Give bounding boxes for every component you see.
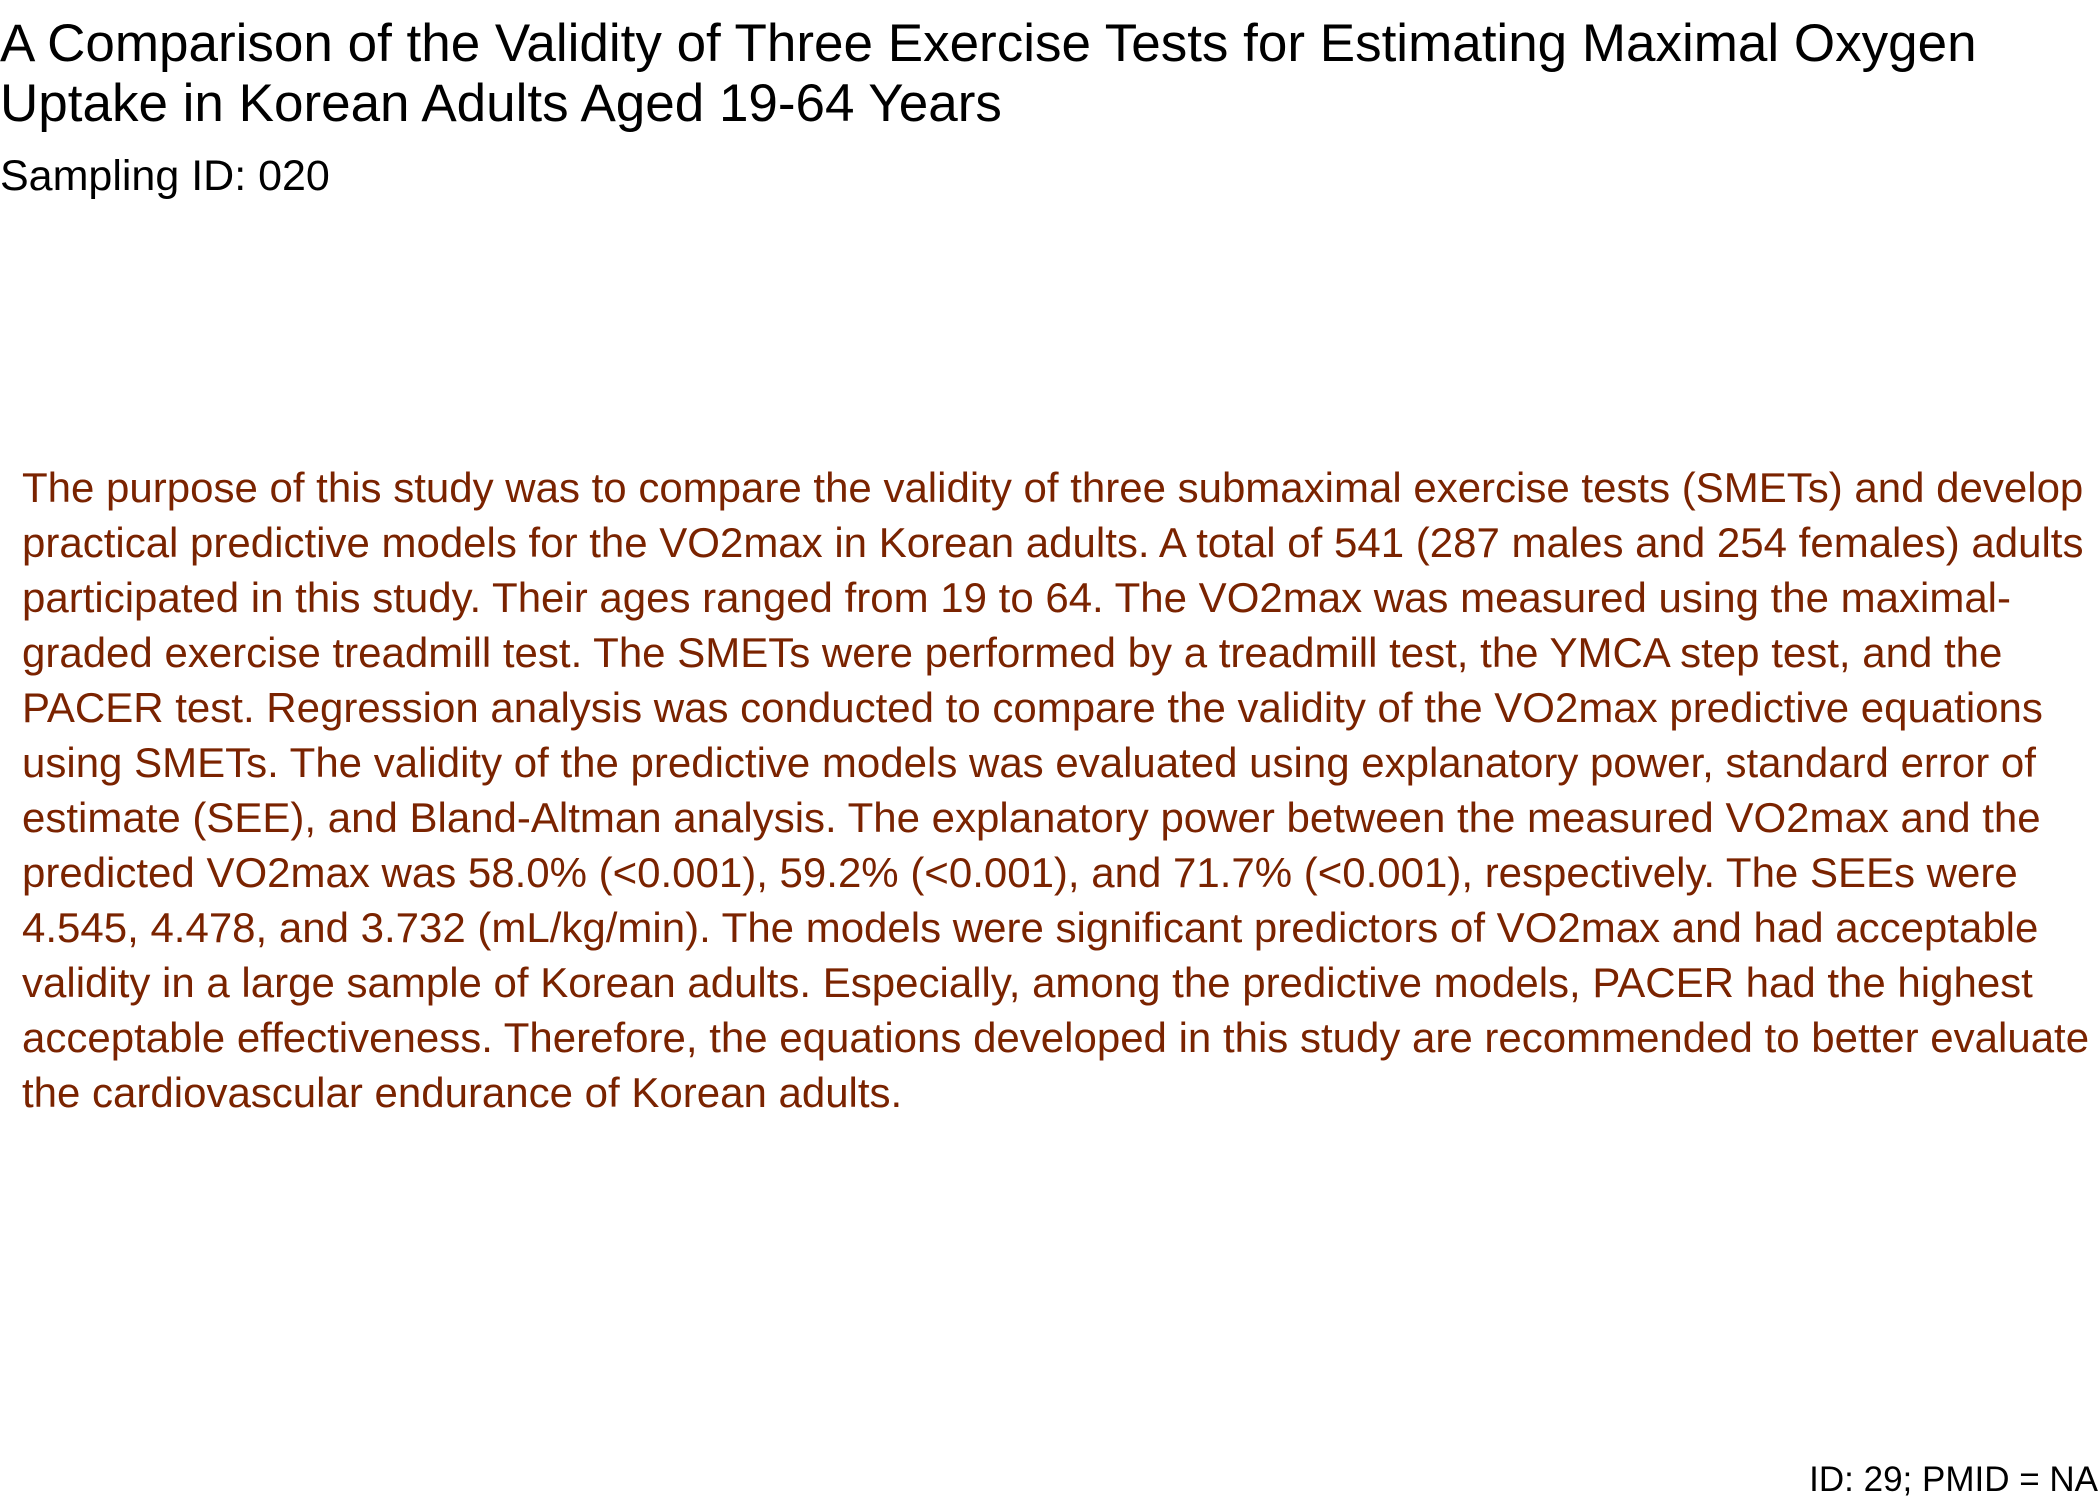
- sampling-id: Sampling ID: 020: [0, 152, 330, 200]
- document-title: A Comparison of the Validity of Three Exercise Tests for Estimating Maximal Oxygen Uptake in Korean Adults Aged 19-64 Years: [0, 14, 1977, 133]
- footer-id: ID: 29; PMID = NA: [1809, 1460, 2098, 1499]
- abstract-text: The purpose of this study was to compare the validity of three submaximal exercise tests (SMETs) and develop practical predictive models for the VO2max in Korean adults. A total of 541 (287 males and 254 females) adults participated in this study. Their ages ranged from 19 to 64. The VO2max was measured using the maximal-graded exercise treadmill test. The SMETs were performed by a treadmill test, the YMCA step test, and the PACER test. Regression analysis was conducted to compare the validity of the VO2max predictive equations using SMETs. The validity of the predictive models was evaluated using explanatory power, standard error of estimate (SEE), and Bland-Altman analysis. The explanatory power between the measured VO2max and the predicted VO2max was 58.0% (<0.001), 59.2% (<0.001), and 71.7% (<0.001), respectively. The SEEs were 4.545, 4.478, and 3.732 (mL/kg/min). The models were significant predictors of VO2max and had acceptable validity in a large sample of Korean adults. Especially, among the predictive models, PACER had the highest acceptable effectiveness. Therefore, the equations developed in this study are recommended to better evaluate the cardiovascular endurance of Korean adults.: [22, 464, 2090, 1116]
